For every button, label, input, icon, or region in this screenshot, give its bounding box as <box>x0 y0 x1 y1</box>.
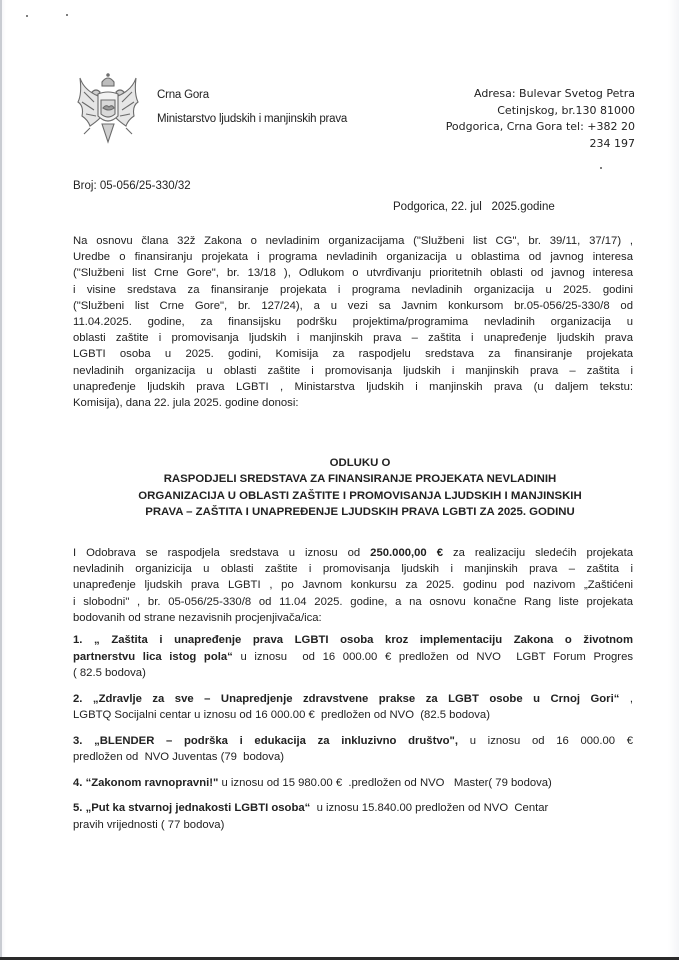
reference-number: Broj: 05-056/25-330/32 <box>73 180 191 192</box>
section-one-text: za realizaciju sledećih projekata <box>442 547 633 559</box>
project-title: „Put ka stvarnoj jednakosti LGBTI osoba“ <box>85 802 311 814</box>
project-details: , <box>619 692 634 705</box>
section-one-line: unapređenje ljudskih prava LGBTI , po Javnom konkursu za 2025. godinu pod nazivom „Zaštićeni <box>73 579 633 592</box>
project-title: „Zdravlje za sve – Unapredjenje zdravstvene prakse za LGBT osobe u Crnoj Gori“ <box>92 692 620 705</box>
project-title: „ Zaštita i unapređenje prava LGBTI osoba kroz implementaciju Zakona o životnom <box>94 634 634 646</box>
project-details: u iznosu od 15 980.00 € .predložen od NVO Master( 79 bodova) <box>218 776 552 789</box>
preamble-line: oblasti zaštite i promovisanja ljudskih i manjinskih prava – zaštita i unapređenje ljudskih prava <box>73 332 633 345</box>
project-item <box>73 775 633 792</box>
project-number: 3. <box>73 734 83 747</box>
preamble-paragraph <box>73 233 633 411</box>
preamble-line: ("Službeni list Crne Gore", br. 127/24), a u vezi sa Javnim konkursom br.05-056/25-330/8 od <box>73 299 633 312</box>
preamble-line: i visine sredstava za finansiranje projekata i programa nevladinih organizacija u 2025. godini <box>73 283 633 296</box>
decision-title-line: RASPODJELI SREDSTAVA ZA FINANSIRANJE PROJEKATA NEVLADINIH <box>163 473 557 486</box>
project-details: u iznosu od 16 000.00 € predložen od NVO LGBT Forum Progres <box>232 650 633 663</box>
project-number: 4. <box>73 776 83 789</box>
document-date: Podgorica, 22. jul 2025.godine <box>393 201 555 213</box>
project-number: 1. <box>73 634 83 646</box>
section-one-line: i slobodni" , br. 05-056/25-330/8 od 11.04 2025. godine, a na osnovu konačne Rang liste projekata <box>73 595 633 608</box>
preamble-line: nevladinih organizacija u oblasti zaštite i promovisanja ljudskih i manjinskih prava – zaštita i <box>73 364 633 377</box>
ministry-name: Ministarstvo ljudskih i manjinskih prava <box>157 113 348 125</box>
address-line: Cetinjskog, br.130 81000 <box>497 103 635 117</box>
project-details: ( 82.5 bodova) <box>73 667 146 679</box>
preamble-line: Komisija), dana 22. jula 2025. godine donosi: <box>73 396 299 409</box>
project-number: 5. <box>73 802 83 814</box>
address-line: Adresa: Bulevar Svetog Petra <box>473 87 635 100</box>
project-number: 2. <box>73 692 83 705</box>
section-one-line: nevladinih organizicija u oblasti zaštite i promovisanja ljudskih i manjinskih prava – zaštita i <box>73 563 633 576</box>
section-one-line <box>73 545 633 561</box>
preamble-line: unapređenje ljudskih prava LGBTI , Ministarstva ljudskih i manjinskih prava (u daljem tekstu: <box>73 380 633 393</box>
project-list <box>73 632 633 842</box>
project-details: predložen od NVO Juventas (79 bodova) <box>73 751 285 763</box>
project-details: u iznosu od 16 000.00 € <box>458 734 634 747</box>
decision-title-line: ORGANIZACIJA U OBLASTI ZAŠTITE I PROMOVISANJA LJUDSKIH I MANJINSKIH <box>138 489 582 502</box>
project-item <box>73 691 633 724</box>
project-item <box>73 800 633 833</box>
section-one-text: I Odobrava se raspodjela sredstava u iznosu od <box>73 547 371 559</box>
project-details: u iznosu 15.840.00 predložen od NVO Centar <box>310 802 549 814</box>
decision-title <box>80 455 640 521</box>
scan-speck <box>600 167 602 169</box>
preamble-line: Uredbe o finansiranju projekata i programa nevladinih organizacija u oblastima od javnog interesa <box>73 251 633 264</box>
address-line: Podgorica, Crna Gora tel: +382 20 <box>445 120 635 133</box>
project-title: “Zakonom ravnopravni!" <box>85 776 219 789</box>
scan-speck <box>26 15 28 17</box>
project-details: LGBTQ Socijalni centar u iznosu od 16 000.00 € predložen od NVO (82.5 bodova) <box>73 709 490 721</box>
decision-title-line: ODLUKU O <box>329 457 391 469</box>
project-item <box>73 733 633 766</box>
address-line: 234 197 <box>589 136 635 150</box>
project-title: „BLENDER – podrška i edukacija za inkluzivno društvo", <box>94 734 459 747</box>
preamble-line: 11.04.2025. godine, za finansijsku podršku projektima/programima nevladinih organizacija u <box>73 315 633 328</box>
section-one-paragraph <box>73 545 633 626</box>
section-one-line: bodovanih od strane nezavisnih procjenjivača/ica: <box>73 611 322 624</box>
preamble-line: LGBTI osoba u 2025. godini, Komisija za raspodjelu sredstava za finansiranje projekata <box>73 348 633 361</box>
project-title: partnerstvu lica istog pola“ <box>73 650 233 663</box>
preamble-line: ("Službeni list Crne Gore", br. 13/18 ), Odlukom o utvrđivanju prioritetnih oblasti od javnog interesa <box>73 267 633 280</box>
preamble-line: Na osnovu člana 32ž Zakona o nevladinim organizacijama ("Službeni list CG", br. 39/11, 37/17) , <box>73 235 633 247</box>
country-name: Crna Gora <box>157 89 209 101</box>
total-amount: 250.000,00 € <box>370 547 443 559</box>
montenegro-coat-of-arms-icon <box>76 72 140 148</box>
project-details: pravih vrijednosti ( 77 bodova) <box>73 818 225 831</box>
scan-speck <box>66 14 68 16</box>
scan-edge <box>0 0 2 960</box>
ministry-address <box>405 86 635 152</box>
project-item <box>73 632 633 682</box>
decision-title-line: PRAVA – ZAŠTITA I UNAPREĐENJE LJUDSKIH PRAVA LGBTI ZA 2025. GODINU <box>145 506 575 519</box>
